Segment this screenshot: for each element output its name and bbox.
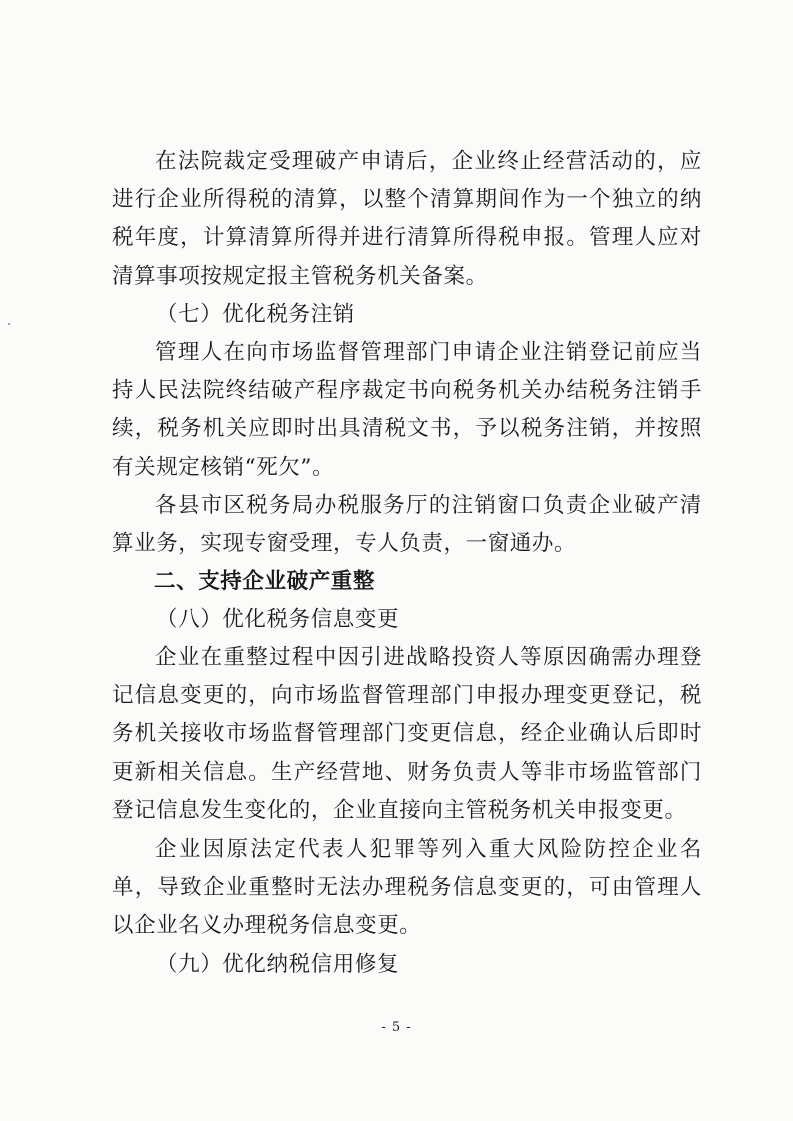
paragraph-risk-list-change: 企业因原法定代表人犯罪等列入重大风险防控企业名单，导致企业重整时无法办理税务信息变更的，可由管理人以企业名义办理税务信息变更。	[112, 837, 702, 939]
subheading-9-credit-repair: （九）优化纳税信用修复	[156, 952, 400, 977]
paragraph-liquidation-income-tax: 在法院裁定受理破产申请后，企业终止经营活动的，应进行企业所得税的清算，以整个清算期间作为一个独立的纳税年度，计算清算所得并进行清算所得税申报。管理人应对清算事项按规定报主管税务机关备案。	[112, 149, 702, 289]
subheading-7-tax-deregistration: （七）优化税务注销	[156, 302, 355, 327]
section-heading-2-restructuring: 二、支持企业破产重整	[154, 569, 376, 594]
margin-mark	[8, 323, 10, 325]
paragraph-info-change-procedure: 企业在重整过程中因引进战略投资人等原因确需办理登记信息变更的，向市场监督管理部门申报办理变更登记，税务机关接收市场监督管理部门变更信息，经企业确认后即时更新相关信息。生产经营地、财务负责人等非市场监管部门登记信息发生变化的，企业直接向主管税务机关申报变更。	[112, 645, 702, 823]
subheading-8-info-change: （八）优化税务信息变更	[156, 607, 400, 632]
page-number: - 5 -	[381, 1020, 412, 1035]
paragraph-deregistration-window: 各县市区税务局办税服务厅的注销窗口负责企业破产清算业务，实现专窗受理，专人负责，一窗通办。	[112, 493, 702, 557]
paragraph-deregistration-procedure: 管理人在向市场监督管理部门申请企业注销登记前应当持人民法院终结破产程序裁定书向税务机关办结税务注销手续，税务机关应即时出具清税文书，予以税务注销，并按照有关规定核销“死欠”。	[112, 340, 702, 480]
